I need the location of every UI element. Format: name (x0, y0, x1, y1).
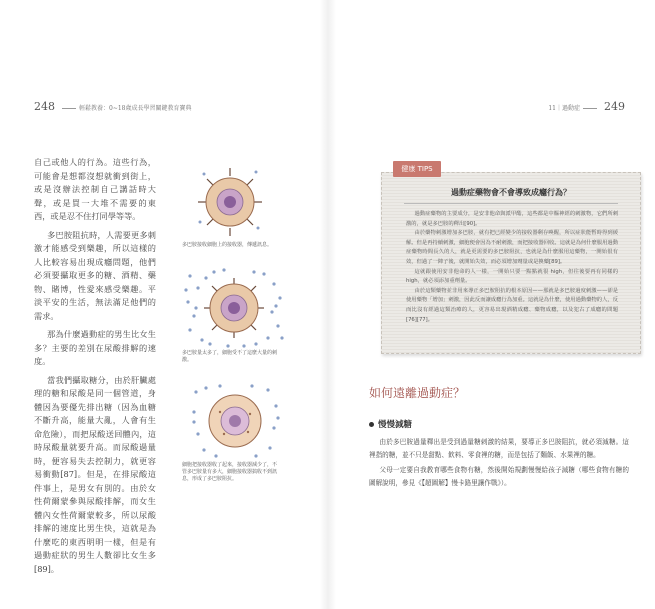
left-page (0, 0, 327, 609)
section-heading: 如何遠離過動症？ (369, 386, 466, 400)
left-header-text: 輕鬆教養：0~18歲成長學習關鍵教育寶典 (79, 105, 192, 112)
tips-paragraph: 這就跟使用安非他命的人一樣，一開始只要一點點就很 high，但往後要再有同樣的 high，就必須添加重劑量。 (406, 268, 618, 285)
subsection-heading (369, 418, 412, 430)
tips-body (406, 210, 618, 325)
right-text-column (369, 436, 629, 492)
tips-paragraph: 由於藥物刺激增加多巴胺，就有把已經變少的接收器剩存喚醒，所以症狀能暫時得到緩解。但是再持續刺激，細胞便會因為不耐刺激，而把接收器回收。這就是為何什麼服用過動症藥物時間長久的人，就是更需要的多巴胺阻抗，也就是為什麼服用這藥物，一開始很有效，但過了一陣子後，就開始失效，而必須增加劑量或是換藥[89]。 (406, 230, 618, 265)
right-page-header (548, 100, 625, 113)
illustration-caption-2: 多巴胺量太多了，細胞受不了這麼大量的刺激。 (182, 350, 278, 363)
illustration-caption-3: 細胞把接收器收了起來，接收器減少了，不管多巴胺量有多大，細胞接收器搞收不到訊息，形成了多巴胺阻抗。 (182, 462, 278, 482)
left-page-number: 248 (34, 100, 55, 113)
left-text-column (34, 156, 156, 581)
left-paragraph: 自己或他人的行為。這些行為，可能會是想都沒想就衝到街上，或是沒辦法控制自己講話時大聲，或是買一大堆不需要的東西，或是忍不住打同學等等。 (34, 157, 156, 221)
tips-title: 過動症藥物會不會導致成癮行為？ (451, 188, 571, 197)
left-paragraph: 多巴胺阻抗時，人需要更多刺激才能感受到樂趣，所以這樣的人比較容易出現成癮問題，他們必須要攝取更多的糖、酒精、藥物、賭博，性愛來感受樂趣。平淡平安的生活，無法滿足他們的需求。 (34, 229, 156, 321)
right-page (327, 0, 655, 609)
tips-divider (404, 203, 618, 204)
left-paragraph: 當我們攝取糖分，由於肝臟處理的糖和尿酸是同一個管道，身體因為要優先排出糖（因為血糖不斷升高，能量大亂，人會有生命危險），而把尿酸送回體內，這時尿酸量就要升高。而尿酸過量時，便容易失去控制力，就更容易衝動[87]。但是，在排尿酸這件事上，是男女有別的。由於女性荷爾蒙參與尿酸排解，而女生體內女性荷爾蒙較多，所以尿酸排解的速度比男生快，這就是為什麼吃的東西明明一樣，但是有過動症狀的男生人數卻比女生多[89]。 (34, 374, 156, 574)
right-paragraph: 由於多巴胺過量釋出是受到過量糖刺激的結果，要導正多巴胺阻抗，就必須減糖。這裡指的糖，並不只是甜點、飲料、零食裡的糖，而是包括了麵飯、水果裡的糖。 (369, 438, 629, 459)
dopamine-cell-illustration-3 (190, 384, 280, 458)
right-header-text: 11｜過動症 (548, 105, 580, 112)
dopamine-cell-illustration-2 (184, 268, 284, 348)
dopamine-cell-illustration-1 (196, 166, 264, 238)
illustration-caption-1: 多巴胺接收細胞上的接收器，傳遞訊息。 (182, 242, 273, 248)
tips-paragraph: 過動症藥物的主要成分，是安非他命與派甲酯，這些都是中樞神經的刺激物，它們所刺激的，就是多巴胺的釋出[90]。 (406, 211, 618, 227)
health-tips-box (381, 172, 641, 354)
left-page-header (34, 100, 191, 113)
right-page-number: 249 (604, 100, 625, 113)
subsection-heading-text: 慢慢減糖 (378, 420, 413, 430)
bullet-icon (369, 422, 374, 427)
tips-paragraph: 由於這類藥物並非用來導正多巴胺阻抗的根本原因——那就是多巴胺過度刺激——卻是使用藥物「增加」刺激，因此反而讓成癮行為加重。這就是為什麼，使用過動藥物的人，反而比沒有經過這類治療的人，更容易出現酒精成癮、藥物成癮，以及犯古了成癮的問題[76][77]。 (406, 287, 618, 323)
right-paragraph: 父母一定要自我教育哪些食物有糖，然後開始規劃慢慢給孩子減糖（哪些食物有糖的圖解說明，參見《【超圖解】慢卡路里讓作戰》）。 (369, 466, 629, 487)
tips-tab-label: 健康 TIPS (393, 161, 441, 177)
left-paragraph: 那為什麼過動症的男生比女生多？主要的差別在尿酸排解的速度。 (34, 329, 156, 366)
